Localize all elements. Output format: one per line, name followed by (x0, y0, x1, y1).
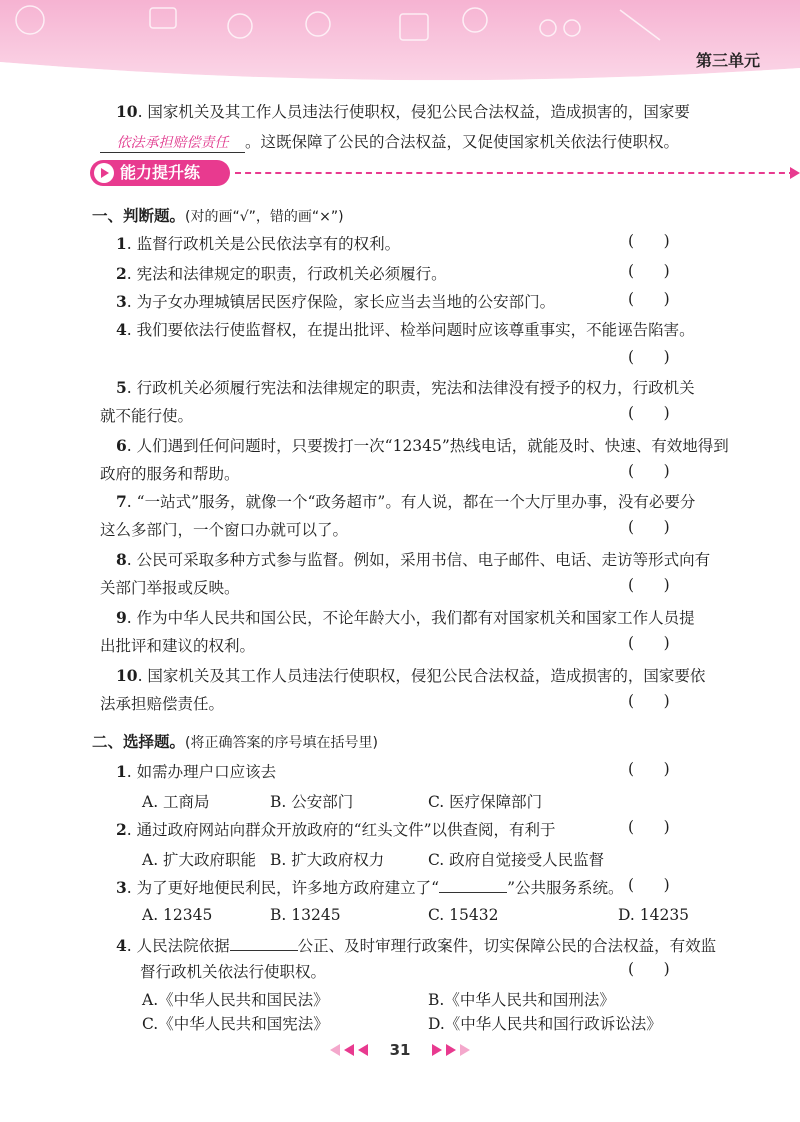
choice-q3-option-a[interactable]: A. 12345 (142, 906, 213, 924)
judge-item-text: . 人们遇到任何问题时，只要拨打一次“12345”热线电话，就能及时、快速、有效地得到 (126, 437, 729, 455)
answer-paren[interactable]: ( ) (628, 818, 670, 836)
choice-q4-option-c[interactable]: C.《中华人民共和国宪法》 (142, 1015, 329, 1033)
judge-item-text: . 我们要依法行使监督权，在提出批评、检举问题时应该尊重事实，不能诬告陷害。 (126, 321, 695, 339)
choice-q2: 2. 通过政府网站向群众开放政府的“红头文件”以供查阅，有利于 (116, 820, 556, 839)
judge-item-continuation: 政府的服务和帮助。 (100, 465, 240, 483)
judge-item (116, 232, 400, 254)
answer-blank: 依法承担赔偿责任 (100, 132, 245, 153)
judge-item-text: . 监督行政机关是公民依法享有的权利。 (126, 235, 401, 253)
judge-item (116, 490, 695, 512)
top-question-line1 (116, 100, 690, 122)
judge-item-continuation: 关部门举报或反映。 (100, 579, 240, 597)
judge-item-text: . 国家机关及其工作人员违法行使职权，侵犯公民合法权益，造成损害的，国家要依 (137, 667, 706, 685)
answer-paren[interactable]: ( ) (628, 348, 670, 366)
choice-q1: 1. 如需办理户口应该去 (116, 762, 277, 781)
answer-paren[interactable]: ( ) (628, 262, 670, 280)
fill-blank[interactable] (230, 936, 298, 951)
judge-item-continuation: 出批评和建议的权利。 (100, 637, 256, 655)
judge-item-number: 2 (116, 264, 127, 283)
choice-q2-option-b[interactable]: B. 扩大政府权力 (270, 851, 385, 869)
judge-item-number: 8 (116, 550, 127, 569)
arrow-right-icon (790, 167, 800, 179)
judge-item-number: 10 (116, 666, 138, 685)
judge-item-number: 5 (116, 378, 127, 397)
judge-item-continuation: 就不能行使。 (100, 407, 194, 425)
answer-paren[interactable]: ( ) (628, 692, 670, 710)
judge-item-text: . 行政机关必须履行宪法和法律规定的职责，宪法和法律没有授予的权力，行政机关 (126, 379, 695, 397)
judge-item-text: . 公民可采取多种方式参与监督。例如，采用书信、电子邮件、电话、走访等形式向有 (126, 551, 711, 569)
arrow-right-icon (432, 1044, 442, 1056)
answer-paren[interactable]: ( ) (628, 576, 670, 594)
judge-item-number: 1 (116, 234, 127, 253)
judge-item-number: 9 (116, 608, 127, 627)
choice-q4-line2: 督行政机关依法行使职权。 (140, 963, 327, 981)
top-question-text2: 。这既保障了公民的合法权益，又促使国家机关依法行使职权。 (245, 133, 680, 151)
choice-title: 二、选择题。 (92, 733, 186, 751)
choice-q3: 3. 为了更好地便民利民，许多地方政府建立了“ ”公共服务系统。 (116, 878, 624, 897)
choice-q3-option-b[interactable]: B. 13245 (270, 906, 341, 924)
judge-item (116, 290, 555, 312)
page-header (0, 0, 800, 92)
choice-q3-option-d[interactable]: D. 14235 (618, 906, 690, 924)
page-footer (0, 1040, 800, 1059)
judge-item-number: 3 (116, 292, 127, 311)
judge-note: (对的画“√”，错的画“×”) (185, 209, 344, 225)
header-decoration (0, 0, 800, 92)
choice-q1-option-c[interactable]: C. 医疗保障部门 (428, 793, 543, 811)
judge-item (116, 606, 695, 628)
judge-item (116, 548, 710, 570)
judge-item-text: . 作为中华人民共和国公民，不论年龄大小，我们都有对国家机关和国家工作人员提 (126, 609, 695, 627)
page-number: 31 (389, 1040, 411, 1059)
arrow-right-icon (446, 1044, 456, 1056)
fill-blank[interactable] (439, 878, 507, 893)
arrow-left-icon (358, 1044, 368, 1056)
arrow-right-icon (460, 1044, 470, 1056)
choice-note: (将正确答案的序号填在括号里) (185, 735, 378, 751)
arrow-left-icon (344, 1044, 354, 1056)
judge-item-text: . 为子女办理城镇居民医疗保险，家长应当去当地的公安部门。 (126, 293, 556, 311)
judge-item (116, 318, 695, 340)
answer-paren[interactable]: ( ) (628, 876, 670, 894)
banner-dashline (235, 172, 795, 174)
choice-q1-option-b[interactable]: B. 公安部门 (270, 793, 354, 811)
answer-paren[interactable]: ( ) (628, 960, 670, 978)
judge-item-number: 6 (116, 436, 127, 455)
judge-item-number: 4 (116, 320, 127, 339)
choice-q3-option-c[interactable]: C. 15432 (428, 906, 499, 924)
judge-item-continuation: 法承担赔偿责任。 (100, 695, 225, 713)
judge-item (116, 664, 705, 686)
choice-q2-option-a[interactable]: A. 扩大政府职能 (142, 851, 257, 869)
top-question-text: . 国家机关及其工作人员违法行使职权，侵犯公民合法权益，造成损害的，国家要 (137, 103, 690, 121)
unit-title: 第三单元 (695, 51, 760, 70)
top-question-number: 10 (116, 102, 138, 121)
top-question-line2 (100, 130, 679, 153)
answer-paren[interactable]: ( ) (628, 634, 670, 652)
judge-item-number: 7 (116, 492, 127, 511)
judge-item-continuation: 这么多部门，一个窗口办就可以了。 (100, 521, 349, 539)
choice-q4: 4. 人民法院依据 公正、及时审理行政案件，切实保障公民的合法权益，有效监 (116, 936, 717, 955)
judge-item (116, 434, 729, 456)
banner-label: 能力提升练 (120, 163, 201, 182)
choice-q4-option-d[interactable]: D.《中华人民共和国行政诉讼法》 (428, 1015, 662, 1033)
judge-section-heading (92, 204, 344, 226)
play-icon (94, 163, 114, 183)
choice-q2-option-c[interactable]: C. 政府自觉接受人民监督 (428, 851, 605, 869)
judge-item-text: . “一站式”服务，就像一个“政务超市”。有人说，都在一个大厅里办事，没有必要分 (126, 493, 696, 511)
judge-item (116, 262, 447, 284)
answer-paren[interactable]: ( ) (628, 404, 670, 422)
choice-section-heading (92, 730, 378, 752)
answer-paren[interactable]: ( ) (628, 760, 670, 778)
judge-title: 一、判断题。 (92, 207, 186, 225)
arrow-left-icon (330, 1044, 340, 1056)
answer-paren[interactable]: ( ) (628, 518, 670, 536)
answer-paren[interactable]: ( ) (628, 232, 670, 250)
judge-item-text: . 宪法和法律规定的职责，行政机关必须履行。 (126, 265, 447, 283)
banner-badge (90, 160, 230, 186)
answer-paren[interactable]: ( ) (628, 290, 670, 308)
choice-q1-option-a[interactable]: A. 工商局 (142, 793, 210, 811)
answer-paren[interactable]: ( ) (628, 462, 670, 480)
choice-q4-option-a[interactable]: A.《中华人民共和国民法》 (142, 991, 329, 1009)
choice-q4-option-b[interactable]: B.《中华人民共和国刑法》 (428, 991, 615, 1009)
judge-item (116, 376, 695, 398)
